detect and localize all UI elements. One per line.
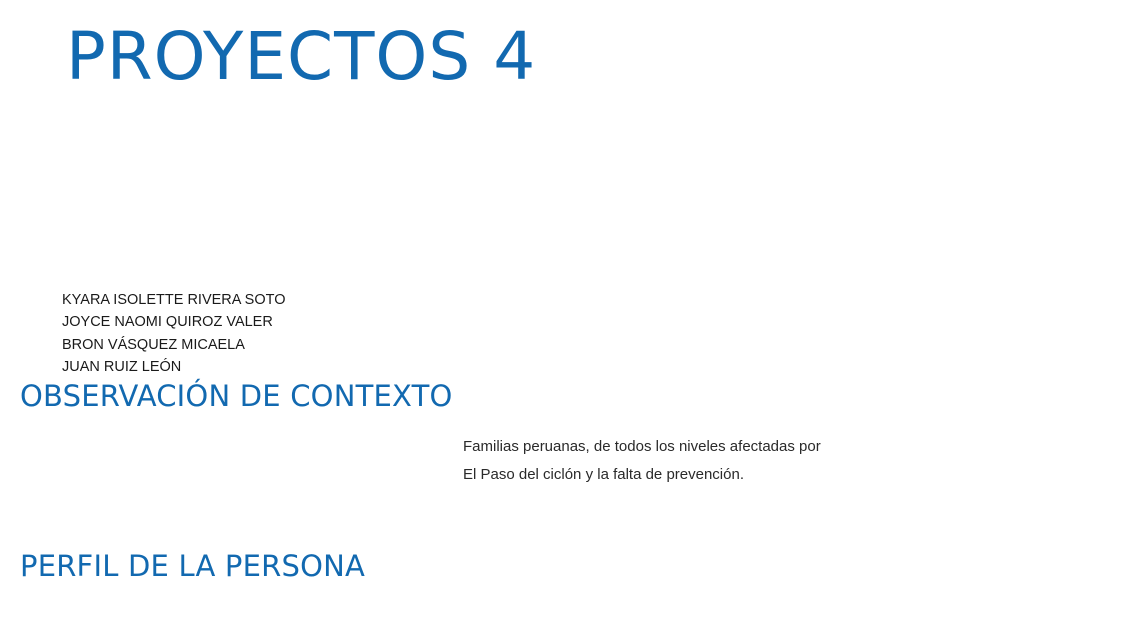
section-heading-observacion-de-contexto: OBSERVACIÓN DE CONTEXTO	[20, 379, 453, 413]
list-item: JOYCE NAOMI QUIROZ VALER	[62, 314, 273, 331]
list-item: JUAN RUIZ LEÓN	[62, 358, 182, 375]
page-title: PROYECTOS 4	[66, 18, 537, 95]
section-heading-perfil-de-la-persona: PERFIL DE LA PERSONA	[20, 549, 366, 583]
author-list	[62, 289, 285, 378]
section-body-text: Familias peruanas, de todos los niveles afectadas por El Paso del ciclón y la falta de prevención.	[463, 438, 821, 483]
list-item: BRON VÁSQUEZ MICAELA	[62, 336, 245, 353]
list-item: KYARA ISOLETTE RIVERA SOTO	[62, 292, 286, 308]
